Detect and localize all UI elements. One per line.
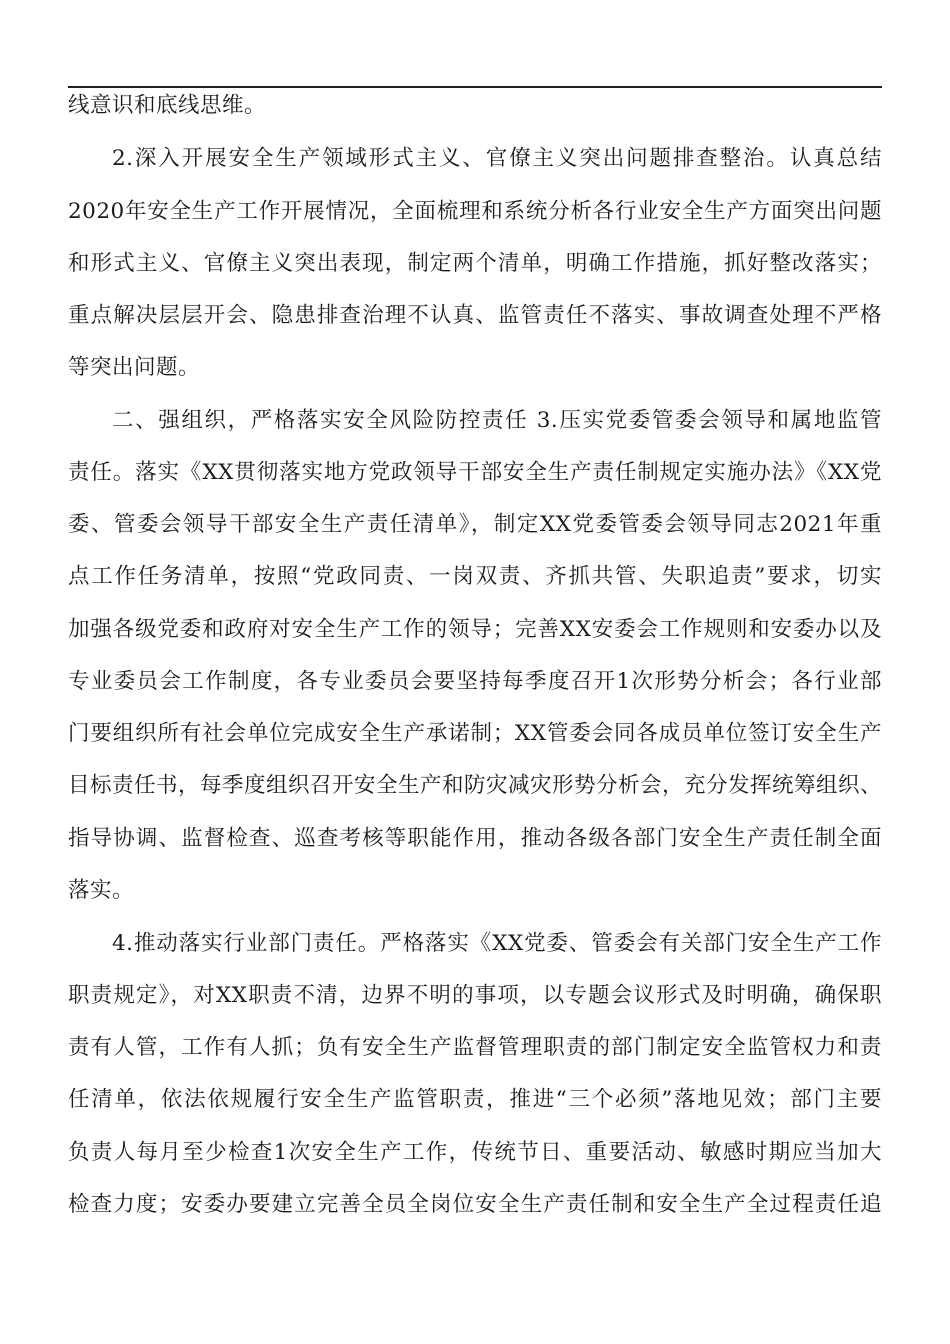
text-line: 专业委员会工作制度，各专业委员会要坚持每季度召开1次形势分析会；各行业部 xyxy=(68,669,882,694)
text-line: 落实。 xyxy=(68,878,135,903)
text-line: 职责规定》，对XX职责不清，边界不明的事项，以专题会议形式及时明确，确保职 xyxy=(68,983,882,1008)
text-line: 门要组织所有社会单位完成安全生产承诺制；XX管委会同各成员单位签订安全生产 xyxy=(68,721,882,746)
text-line: 二、强组织，严格落实安全风险防控责任 3.压实党委管委会领导和属地监管 xyxy=(112,408,882,433)
text-line: 4.推动落实行业部门责任。严格落实《XX党委、管委会有关部门安全生产工作 xyxy=(112,931,882,956)
text-line: 2.深入开展安全生产领域形式主义、官僚主义突出问题排查整治。认真总结 xyxy=(112,146,882,171)
text-line: 等突出问题。 xyxy=(68,355,201,380)
text-line: 责有人管，工作有人抓；负有安全生产监督管理职责的部门制定安全监管权力和责 xyxy=(68,1035,882,1060)
text-line: 2020年安全生产工作开展情况，全面梳理和系统分析各行业安全生产方面突出问题 xyxy=(68,199,882,224)
text-line: 检查力度；安委办要建立完善全员全岗位安全生产责任制和安全生产全过程责任追 xyxy=(68,1192,882,1217)
text-line: 任清单，依法依规履行安全生产监管职责，推进“三个必须”落地见效；部门主要 xyxy=(68,1087,882,1112)
text-line: 重点解决层层开会、隐患排查治理不认真、监管责任不落实、事故调查处理不严格 xyxy=(68,303,882,328)
text-line: 线意识和底线思维。 xyxy=(68,93,267,118)
text-line: 负责人每月至少检查1次安全生产工作，传统节日、重要活动、敏感时期应当加大 xyxy=(68,1140,882,1165)
text-line: 加强各级党委和政府对安全生产工作的领导；完善XX安委会工作规则和安委办以及 xyxy=(68,617,882,642)
text-line: 责任。落实《XX贯彻落实地方党政领导干部安全生产责任制规定实施办法》《XX党 xyxy=(68,460,882,485)
text-line: 委、管委会领导干部安全生产责任清单》，制定XX党委管委会领导同志2021年重 xyxy=(68,512,882,537)
text-line: 和形式主义、官僚主义突出表现，制定两个清单，明确工作措施，抓好整改落实； xyxy=(68,251,882,276)
text-line: 指导协调、监督检查、巡查考核等职能作用，推动各级各部门安全生产责任制全面 xyxy=(68,826,882,851)
text-line: 点工作任务清单，按照“党政同责、一岗双责、齐抓共管、失职追责”要求，切实 xyxy=(68,564,882,589)
text-line: 目标责任书，每季度组织召开安全生产和防灾减灾形势分析会，充分发挥统筹组织、 xyxy=(68,773,883,798)
